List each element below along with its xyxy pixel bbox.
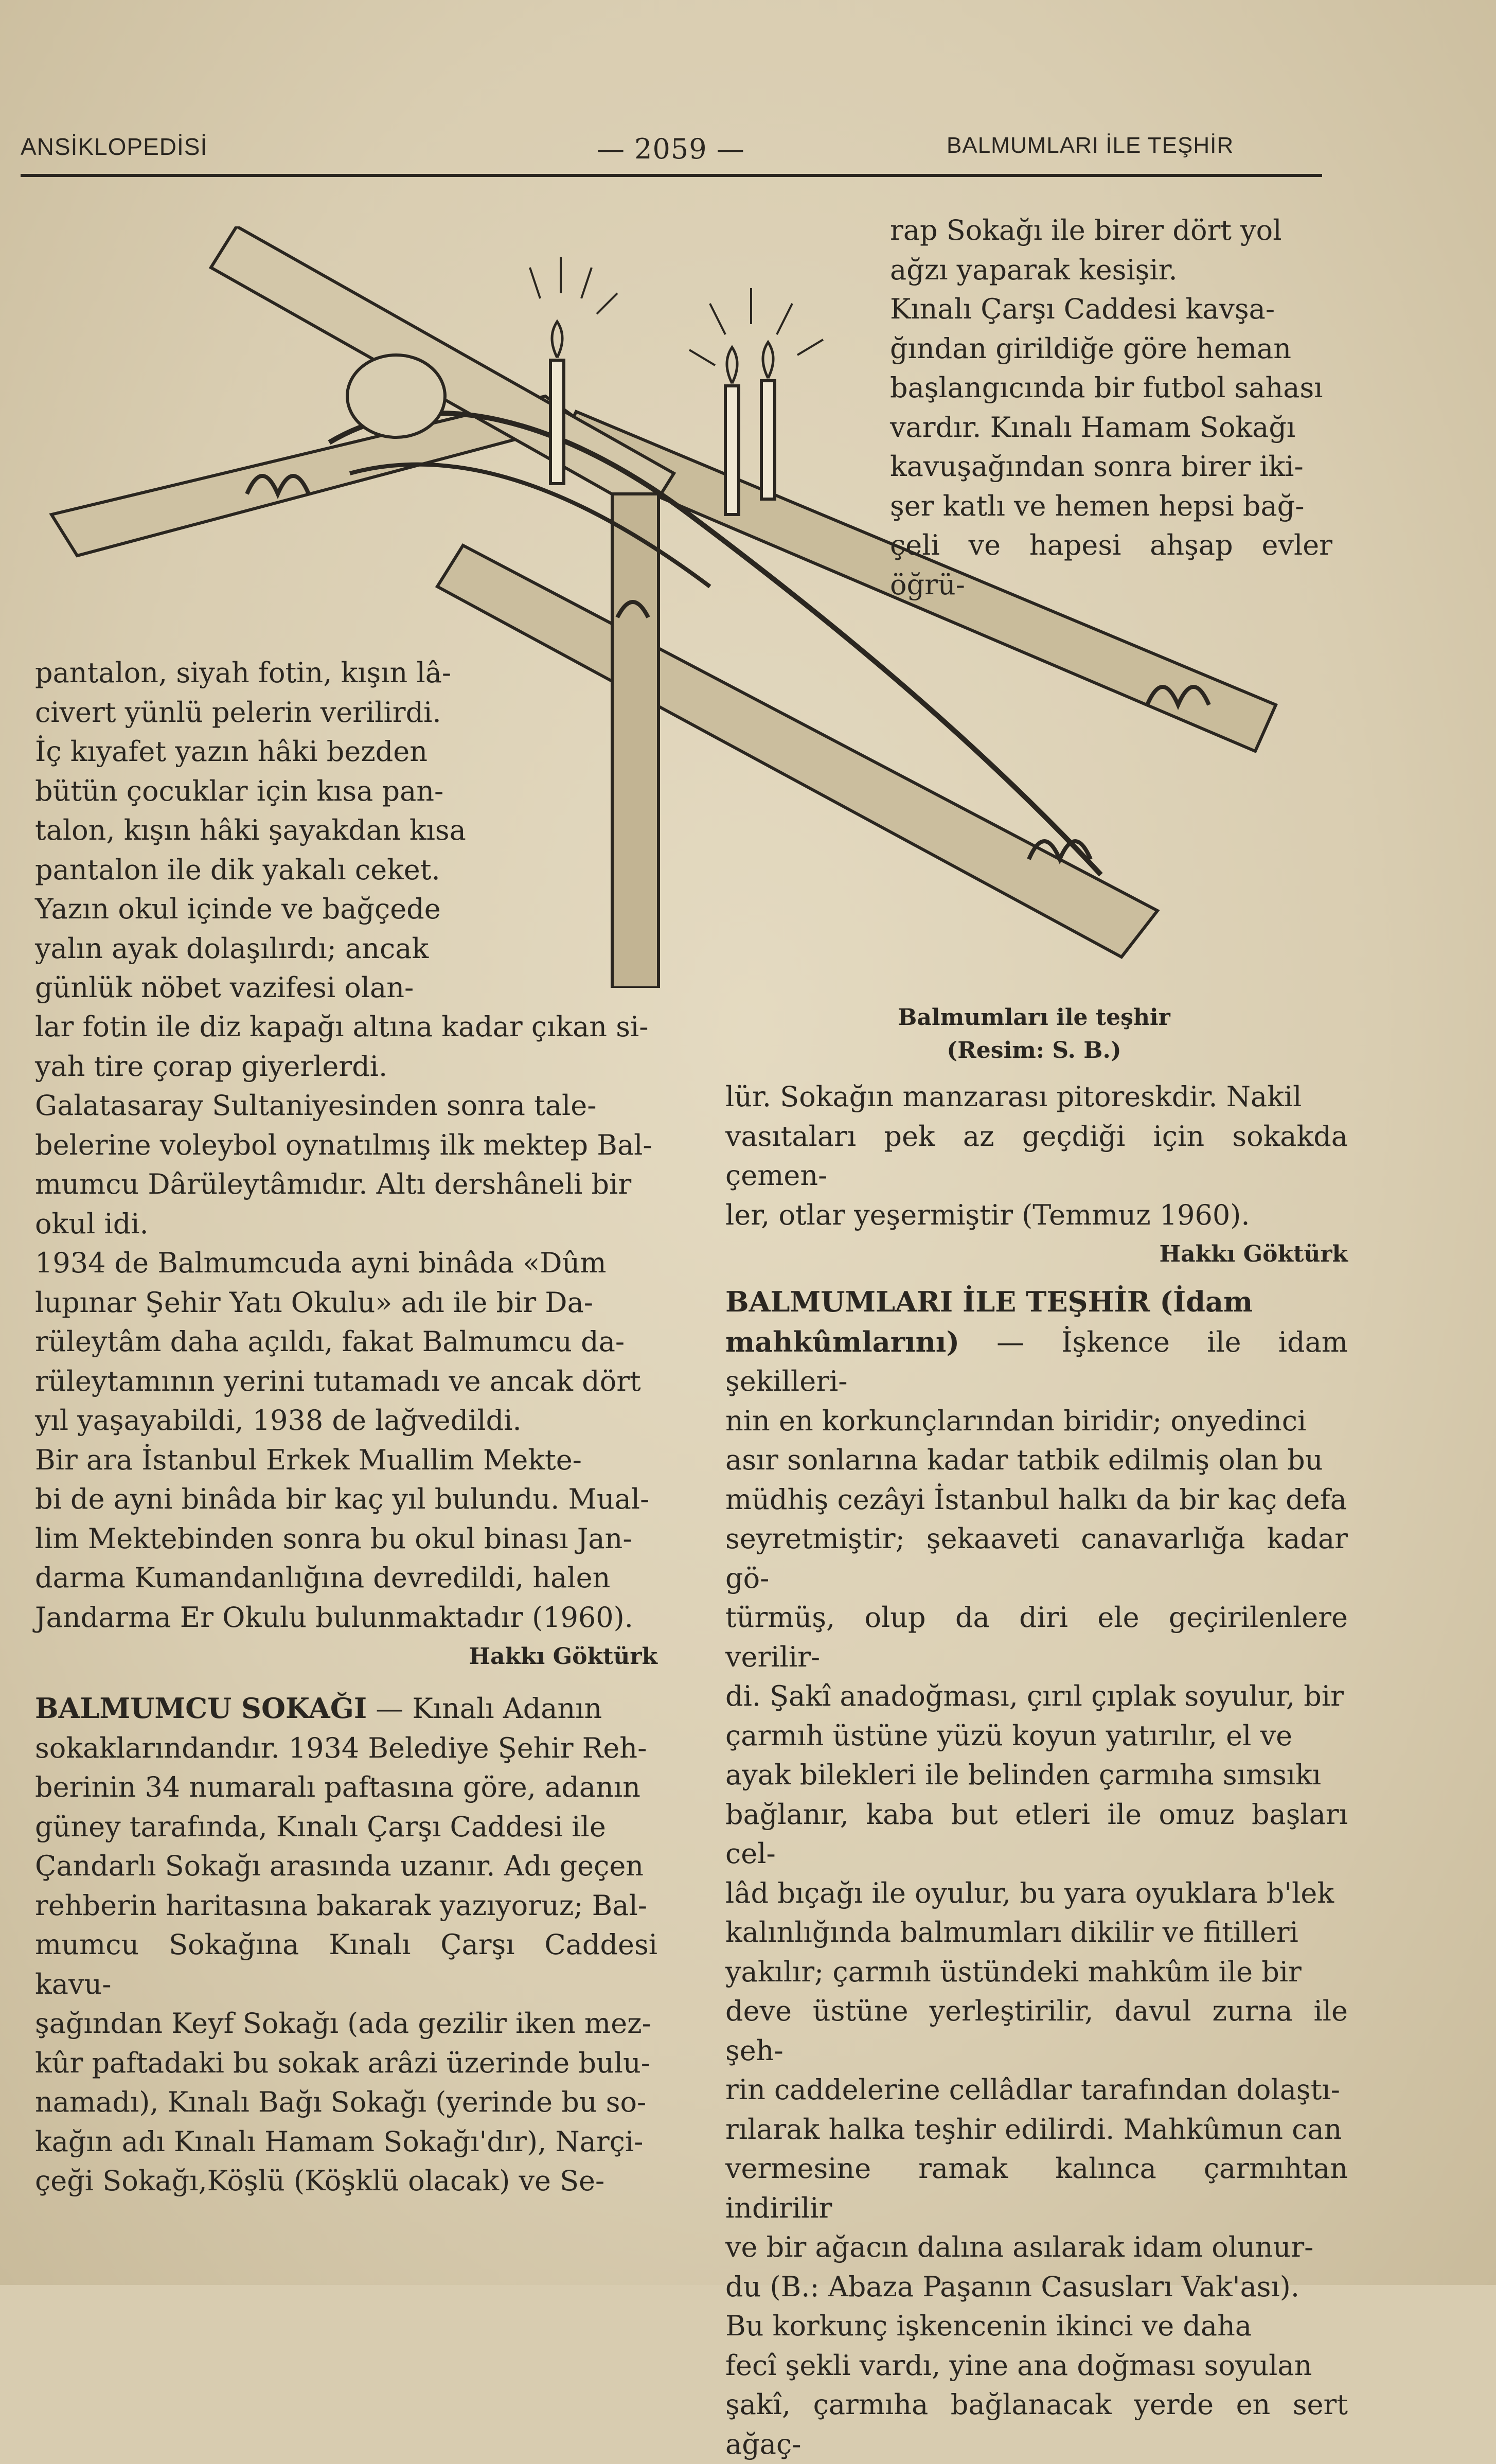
page-number: — 2059 — [597, 133, 745, 165]
entry-term: BALMUMLARI İLE TEŞHİR (İdam mahkûmlarını) [725, 1285, 1253, 1358]
entry-text: — İşkence ile idam şekilleri- nin en korkunçlarından biridir; onyedinci asır sonlarına kadar tatbik edilmiş olan bu müdhiş cezâyi İstanbul halkı da bir kaç defa seyretmiştir; şekaaveti canavarlığa kadar gö- türmüş, olup da diri ele geçirilenlere verilir- di. Şakî anadoğması, çırıl çıplak soyulur, bir çarmıh üstüne yüzü koyun yatırılır, el ve ayak bilekleri ile belinden çarmıha sımsıkı bağlanır, kaba but etleri ile omuz başları cel- lâd bıçağı ile oyulur, bu yara oyuklara b'lek kalınlığında balmumları dikilir ve fitilleri yakılır; çarmıh üstündeki mahkûm ile bir deve üstüne yerleştirilir, davul zurna ile şeh- rin caddelerine cellâdlar tarafından dolaştı- rılarak halka teşhir edilirdi. Mahkûmun can vermesine ramak kalınca çarmıhtan indirilir ve bir ağacın dalına asılarak idam olunur- du (B.: Abaza Paşanın Casusları Vak'ası). Bu korkunç işkencenin ikinci ve daha fecî şekli vardı, yine ana doğması soyulan şakî, çarmıha bağlanacak yerde en sert ağaç- [725, 1325, 1348, 2460]
caption-credit: (Resim: S. B.) [947, 1037, 1121, 1063]
left-column-wrap [35, 653, 472, 1008]
paragraph: lür. Sokağın manzarası pitoreskdir. Nakil vasıtaları pek az geçdiği için sokakda çemen- ler, otlar yeşermiştir (Temmuz 1960). [725, 1080, 1348, 1231]
right-column-top [890, 211, 1332, 605]
entry-balmumlari-ile-teshir [725, 1282, 1348, 2464]
entry-text: — Kınalı Adanın sokaklarındandır. 1934 Belediye Şehir Reh- berinin 34 numaralı paftasına göre, adanın güney tarafında, Kınalı Çarşı Caddesi ile Çandarlı Sokağı arasında uzanır. Adı geçen rehberin haritasına bakarak yazıyoruz; Bal- mumcu Sokağına Kınalı Çarşı Caddesi kavu- şağından Keyf Sokağı (ada gezilir iken mez- kûr paftadaki bu sokak arâzi üzerinde bulu- namadı), Kınalı Bağı Sokağı (yerinde bu so- kağın adı Kınalı Hamam Sokağı'dır), Narçi- çeği Sokağı,Köşlü (Köşklü olacak) ve Se- [35, 1692, 657, 2197]
image-caption [725, 1001, 1343, 1067]
right-column [725, 1077, 1348, 2464]
header-left: ANSİKLOPEDİSİ [21, 133, 208, 160]
paragraph: lar fotin ile diz kapağı altına kadar çıkan si- yah tire çorap giyerlerdi. Galatasaray Sultaniyesinden sonra tale- belerine voleybol oynatılmış ilk mektep Bal- mumcu Dârüleytâmıdır. Altı dershâneli bir okul idi. 1934 de Balmumcuda ayni binâda «Dûm lupınar Şehir Yatı Okulu» adı ile bir Da- rüleytâm daha açıldı, fakat Balmumcu da- rüleytamının yerini tutamadı ve ancak dört yıl yaşayabildi, 1938 de lağvedildi. Bir ara İstanbul Erkek Muallim Mekte- bi de ayni binâda bir kaç yıl bulundu. Mual- lim Mektebinden sonra bu okul binası Jan- darma Kumandanlığına devredildi, halen Jandarma Er Okulu bulunmaktadır (1960). [35, 1011, 652, 1634]
author-signature: Hakkı Göktürk [469, 1643, 657, 1670]
left-column [35, 1007, 657, 2201]
header-rule [21, 174, 1322, 177]
paragraph: rap Sokağı ile birer dört yol ağzı yaparak kesişir. Kınalı Çarşı Caddesi kavşa- ğından girildiğe göre heman başlangıcında bir futbol sahası vardır. Kınalı Hamam Sokağı kavuşağından sonra birer iki- şer katlı ve hemen hepsi bağ- çeli ve hapesi ahşap evler öğrü- [890, 214, 1332, 601]
entry-term: BALMUMCU SOKAĞI [35, 1692, 367, 1725]
entry-balmumcu-sokagi [35, 1689, 657, 2201]
author-signature: Hakkı Göktürk [1159, 1241, 1348, 1267]
paragraph: pantalon, siyah fotin, kışın lâ- civert yünlü pelerin verilirdi. İç kıyafet yazın hâki bezden bütün çocuklar için kısa pan- talon, kışın hâki şayakdan kısa pantalon ile dik yakalı ceket. Yazın okul içinde ve bağçede yalın ayak dolaşılırdı; ancak günlük nöbet vazifesi olan- [35, 657, 466, 1004]
header-right: BALMUMLARI İLE TEŞHİR [947, 133, 1234, 158]
caption-title: Balmumları ile teşhir [898, 1004, 1170, 1031]
